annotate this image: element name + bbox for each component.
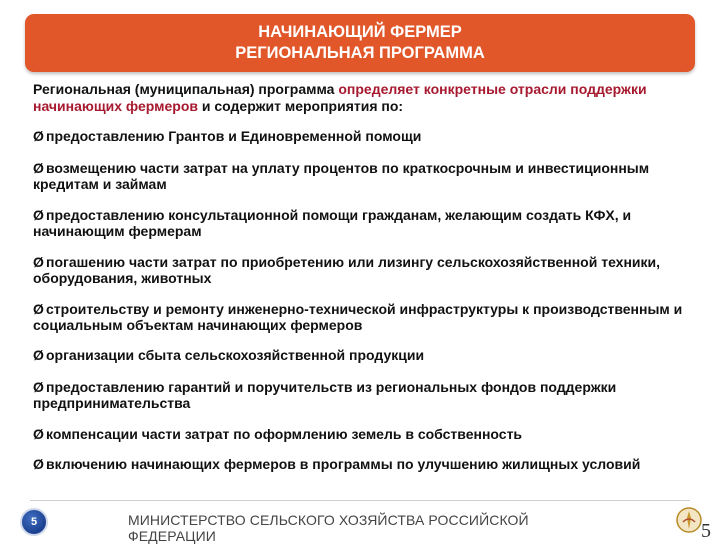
intro-paragraph (33, 81, 683, 115)
slide-title-banner (25, 14, 695, 72)
footer-divider (30, 500, 690, 501)
arrow-bullet-icon: Ø (33, 379, 44, 395)
arrow-bullet-icon: Ø (33, 426, 44, 442)
arrow-bullet-icon: Ø (33, 347, 44, 363)
arrow-bullet-icon: Ø (33, 128, 44, 144)
bullet-item (33, 347, 693, 363)
bullet-text: компенсации части затрат по оформлению земель в собственность (46, 426, 523, 442)
arrow-bullet-icon: Ø (33, 456, 44, 472)
bullet-text: строительству и ремонту инженерно-технической инфраструктуры к производственным и социальным объектам начинающих фермеров (33, 301, 683, 333)
intro-text-end: и содержит мероприятия по: (198, 98, 404, 114)
title-line-1: НАЧИНАЮЩИЙ ФЕРМЕР (258, 23, 462, 41)
intro-accent-text: определяет конкретные отрасли поддержки начинающих фермеров (33, 81, 647, 114)
corner-page-number: 5 (701, 520, 711, 542)
bullet-item (33, 301, 693, 333)
bullet-item (33, 379, 693, 411)
ministry-footer-text: МИНИСТЕРСТВО СЕЛЬСКОГО ХОЗЯЙСТВА РОССИЙСКОЙ ФЕДЕРАЦИИ (128, 512, 529, 544)
title-line-2: РЕГИОНАЛЬНАЯ ПРОГРАММА (235, 44, 485, 62)
page-number-badge: 5 (20, 508, 48, 536)
bullet-item (33, 207, 693, 239)
intro-text-start: Региональная (муниципальная) программа (33, 81, 339, 97)
bullet-text: предоставлению Грантов и Единовременной помощи (46, 128, 422, 144)
bullet-text: предоставлению гарантий и поручительств из региональных фондов поддержки предпринимательства (33, 379, 617, 411)
ministry-emblem-icon (676, 506, 702, 534)
arrow-bullet-icon: Ø (33, 160, 44, 176)
bullet-item (33, 128, 693, 144)
arrow-bullet-icon: Ø (33, 207, 44, 223)
bullet-item (33, 456, 693, 472)
bullet-text: погашению части затрат по приобретению или лизингу сельскохозяйственной техники, оборудования, животных (33, 254, 661, 286)
arrow-bullet-icon: Ø (33, 254, 44, 270)
bullet-item (33, 426, 693, 442)
bullet-item (33, 254, 693, 286)
bullet-text: организации сбыта сельскохозяйственной продукции (46, 347, 425, 363)
bullet-item (33, 160, 693, 192)
arrow-bullet-icon: Ø (33, 301, 44, 317)
bullet-text: возмещению части затрат на уплату процентов по краткосрочным и инвестиционным кредитам и займам (33, 160, 650, 192)
bullet-text: включению начинающих фермеров в программы по улучшению жилищных условий (46, 456, 641, 472)
bullet-text: предоставлению консультационной помощи гражданам, желающим создать КФХ, и начинающим фермерам (33, 207, 632, 239)
